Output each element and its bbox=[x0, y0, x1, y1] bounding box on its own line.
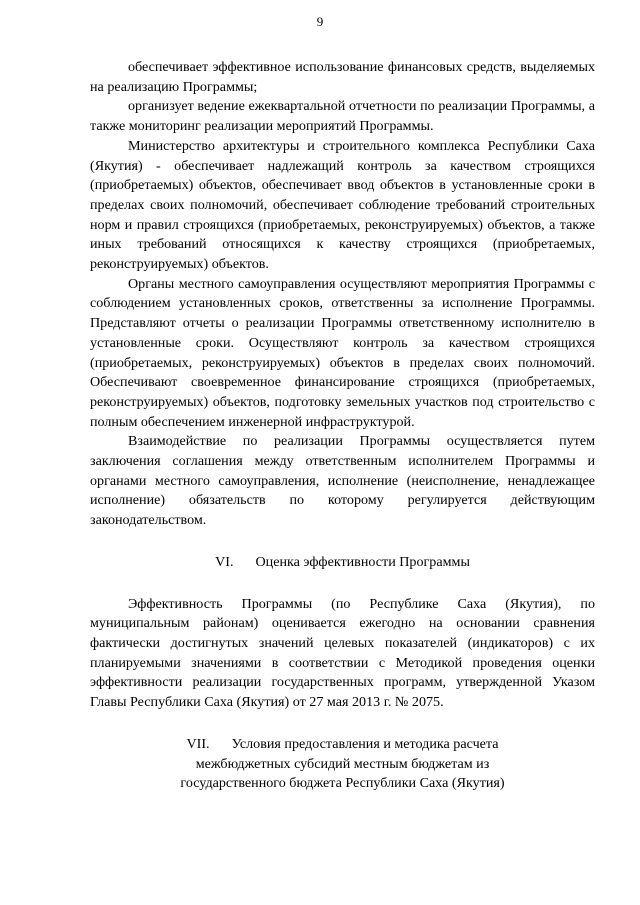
section-6-title: Оценка эффективности Программы bbox=[255, 553, 470, 570]
section-7-number: VII. bbox=[186, 735, 210, 752]
section-7-heading bbox=[90, 735, 595, 794]
section-6-heading bbox=[90, 553, 595, 573]
page-number: 9 bbox=[316, 14, 324, 29]
document-body bbox=[90, 58, 595, 794]
paragraph-finance-usage: обеспечивает эффективное использование финансовых средств, выделяемых на реализацию Программы; bbox=[90, 59, 595, 95]
paragraph-local-government: Органы местного самоуправления осуществляют мероприятия Программы с соблюдением установленных сроков, ответственны за исполнение Программы. Представляют отчеты о реализации Программы ответственному исполнителю в установленные сроки. Осуществляют контроль за качеством строящихся (приобретаемых, реконструируемых) объектов в пределах своих полномочий. Обеспечивают своевременное финансирование строящихся (приобретаемых, реконструируемых) объектов, подготовку земельных участков под строительство с полным обеспечением инженерной инфраструктурой. bbox=[90, 275, 595, 430]
section-7-title-line-2: межбюджетных субсидий местным бюджетам из bbox=[195, 755, 490, 772]
paragraph-efficiency: Эффективность Программы (по Республике Саха (Якутия), по муниципальным районам) оценивается ежегодно на основании сравнения фактически достигнутых значений целевых показателей (индикаторов) с их планируемыми значениями в соответствии с Методикой проведения оценки эффективности реализации государственных программ, утвержденной Указом Главы Республики Саха (Якутия) от 27 мая 2013 г. № 2075. bbox=[90, 595, 595, 711]
section-6-number: VI. bbox=[215, 553, 234, 570]
paragraph-reporting: организует ведение ежеквартальной отчетности по реализации Программы, а также мониторинг реализации мероприятий Программы. bbox=[90, 98, 595, 135]
paragraph-interaction: Взаимодействие по реализации Программы осуществляется путем заключения соглашения между ответственным исполнителем Программы и органами местного самоуправления, исполнение (неисполнение, ненадлежащее исполнение) обязательств по которому регулируется действующим законодательством. bbox=[90, 433, 595, 529]
paragraph-ministry: Министерство архитектуры и строительного комплекса Республики Саха (Якутия) - обеспечивает надлежащий контроль за качеством строящихся (приобретаемых) объектов, обеспечивает ввод объектов в установленные сроки в пределах своих полномочий, обеспечивает соблюдение требований строительных норм и правил строящихся (приобретаемых, реконструируемых) объектов, а также иных требований относящихся к качеству строящихся (приобретаемых, реконструируемых) объектов. bbox=[90, 137, 595, 273]
section-7-title-line-1: Условия предоставления и методика расчета bbox=[231, 735, 499, 752]
section-7-title-line-3: государственного бюджета Республики Саха (Якутия) bbox=[180, 775, 505, 792]
